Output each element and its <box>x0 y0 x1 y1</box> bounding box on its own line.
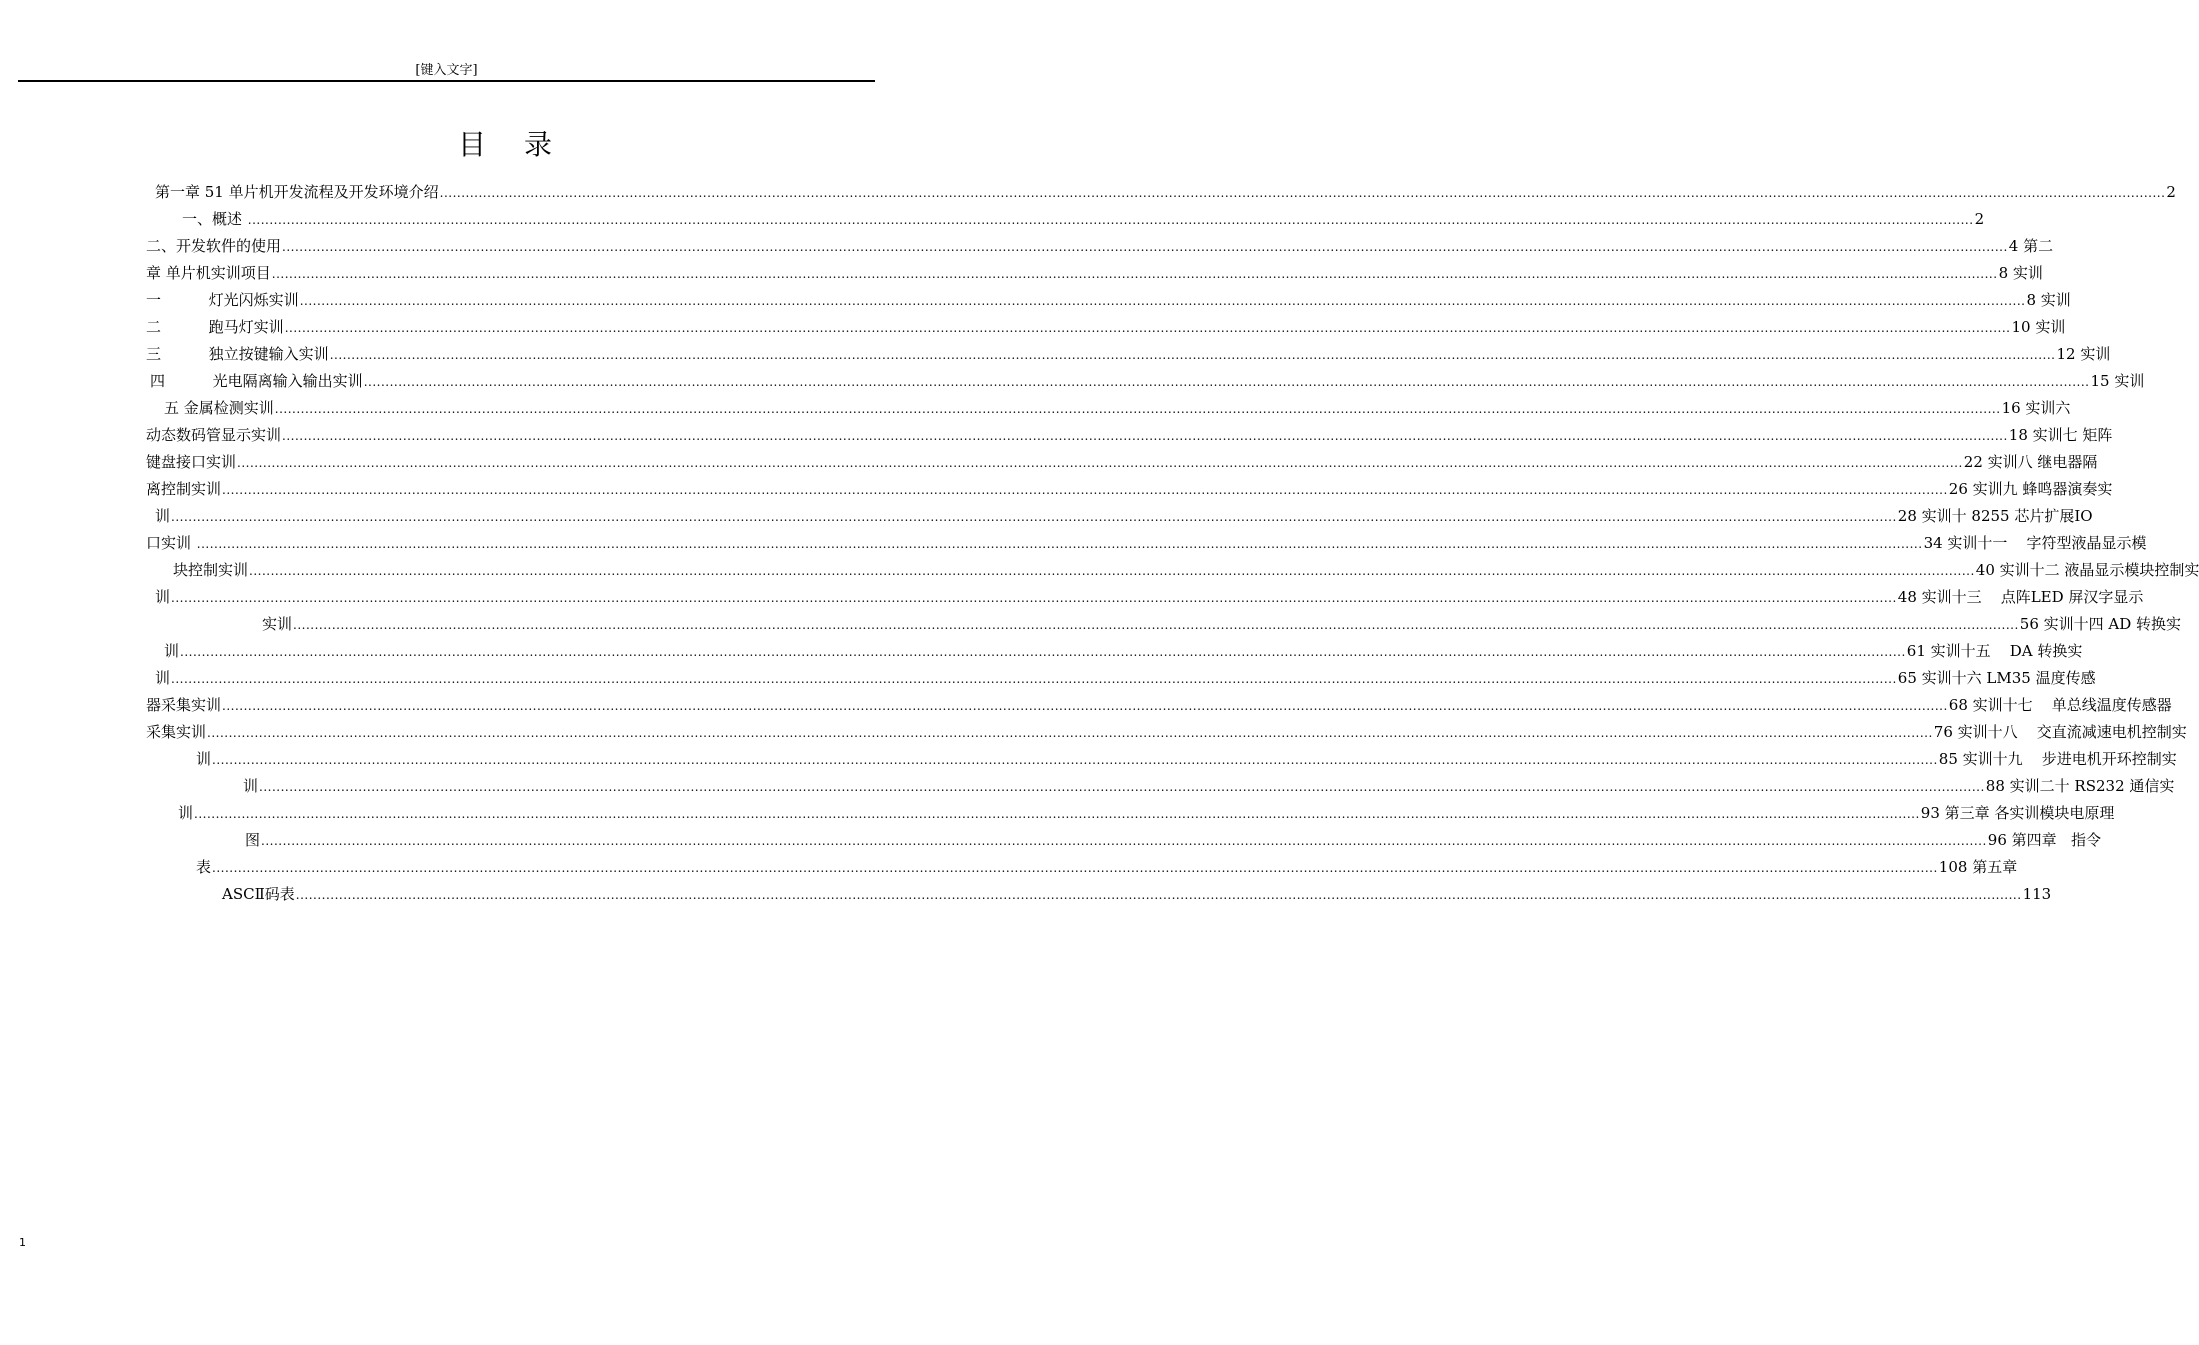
toc-entry[interactable] <box>164 390 2071 417</box>
toc-entry-text: 离控制实训 <box>146 480 222 498</box>
toc-entry-page: 56 实训十四 AD 转换实 <box>2019 615 2182 633</box>
toc-leader: ................................................................................................................................................................................................................................................................................................................................................................................................................ <box>299 294 2026 308</box>
toc-entry-page: 34 实训十一 字符型液晶显示模 <box>1923 534 2147 552</box>
toc-entry-page: 108 第五章 <box>1938 858 2018 876</box>
toc-entry[interactable] <box>155 660 2096 687</box>
toc-entry-page: 15 实训 <box>2090 372 2145 390</box>
toc-entry[interactable] <box>146 714 2187 741</box>
toc-entry[interactable] <box>146 471 2113 498</box>
toc-leader: ................................................................................................................................................................................................................................................................................................................................................................................................................ <box>329 348 2056 362</box>
toc-entry[interactable] <box>146 444 2098 471</box>
toc-entry-text: 训 <box>155 669 171 687</box>
toc-entry[interactable] <box>146 228 2054 255</box>
page-header-text: [键入文字] <box>415 63 478 78</box>
toc-leader: ................................................................................................................................................................................................................................................................................................................................................................................................................ <box>259 780 1985 794</box>
toc-entry-text: 章 单片机实训项目 <box>146 264 271 282</box>
toc-entry-page: 65 实训十六 LM35 温度传感 <box>1897 669 2096 687</box>
toc-entry-text: 一 灯光闪烁实训 <box>146 291 299 309</box>
toc-entry-page: 12 实训 <box>2056 345 2111 363</box>
toc-entry-text: 训 <box>155 507 171 525</box>
toc-entry-page: 2 <box>1974 210 1985 228</box>
toc-leader: ................................................................................................................................................................................................................................................................................................................................................................................................................ <box>196 537 1923 551</box>
toc-leader: ................................................................................................................................................................................................................................................................................................................................................................................................................ <box>194 807 1920 821</box>
toc-entry-text: 口实训 <box>146 534 196 552</box>
toc-entry[interactable] <box>146 309 2066 336</box>
toc-entry-page: 8 实训 <box>1998 264 2043 282</box>
toc-entry-text: 训 <box>155 588 171 606</box>
toc-entry-text: 二、开发软件的使用 <box>146 237 282 255</box>
toc-leader: ................................................................................................................................................................................................................................................................................................................................................................................................................ <box>212 753 1938 767</box>
toc-leader: ................................................................................................................................................................................................................................................................................................................................................................................................................ <box>171 591 1897 605</box>
toc-entry-text: 块控制实训 <box>173 561 249 579</box>
toc-entry[interactable] <box>196 741 2177 768</box>
toc-entry[interactable] <box>146 417 2113 444</box>
toc-entry[interactable] <box>146 336 2111 363</box>
toc-entry[interactable] <box>178 795 2115 822</box>
toc-entry-page: 76 实训十八 交直流减速电机控制实 <box>1933 723 2187 741</box>
toc-entry-text: 器采集实训 <box>146 696 222 714</box>
page-number: 1 <box>19 1236 26 1249</box>
toc-entry-text: 表 <box>196 858 212 876</box>
toc-leader: ................................................................................................................................................................................................................................................................................................................................................................................................................ <box>171 510 1897 524</box>
toc-entry[interactable] <box>243 768 2175 795</box>
toc-entry-page: 68 实训十七 单总线温度传感器 <box>1948 696 2172 714</box>
toc-entry-text: 动态数码管显示实训 <box>146 426 282 444</box>
toc-entry-text: 一、概述 <box>182 210 247 228</box>
toc-entry[interactable] <box>155 174 2176 201</box>
toc-entry-page: 88 实训二十 RS232 通信实 <box>1985 777 2175 795</box>
toc-entry-text: 训 <box>243 777 259 795</box>
toc-leader: ................................................................................................................................................................................................................................................................................................................................................................................................................ <box>247 213 1974 227</box>
toc-entry-page: 22 实训八 继电器隔 <box>1963 453 2098 471</box>
toc-leader: ................................................................................................................................................................................................................................................................................................................................................................................................................ <box>222 483 1948 497</box>
toc-entry[interactable] <box>150 363 2145 390</box>
toc-leader: ................................................................................................................................................................................................................................................................................................................................................................................................................ <box>180 645 1906 659</box>
toc-entry-text: 训 <box>164 642 180 660</box>
toc-entry-text: 二 跑马灯实训 <box>146 318 284 336</box>
toc-entry-text: 采集实训 <box>146 723 207 741</box>
toc-entry-page: 85 实训十九 步进电机开环控制实 <box>1938 750 2177 768</box>
toc-leader: ................................................................................................................................................................................................................................................................................................................................................................................................................ <box>282 429 2008 443</box>
toc-leader: ................................................................................................................................................................................................................................................................................................................................................................................................................ <box>293 618 2019 632</box>
toc-leader: ................................................................................................................................................................................................................................................................................................................................................................................................................ <box>284 321 2011 335</box>
toc-leader: ................................................................................................................................................................................................................................................................................................................................................................................................................ <box>363 375 2090 389</box>
toc-entry[interactable] <box>182 201 1985 228</box>
title-char-right: 录 <box>524 128 553 161</box>
toc-entry-page: 4 第二 <box>2008 237 2054 255</box>
toc-entry-text: 训 <box>178 804 194 822</box>
toc-leader: ................................................................................................................................................................................................................................................................................................................................................................................................................ <box>237 456 1963 470</box>
toc-entry-text: 图 <box>245 831 261 849</box>
toc-leader: ................................................................................................................................................................................................................................................................................................................................................................................................................ <box>295 888 2022 902</box>
toc-entry-page: 40 实训十二 液晶显示模块控制实 <box>1975 561 2199 579</box>
toc-entry-text: 五 金属检测实训 <box>164 399 274 417</box>
toc-entry-text: 实训 <box>262 615 293 633</box>
toc-entry-text: 四 光电隔离输入输出实训 <box>150 372 363 390</box>
toc-leader: ................................................................................................................................................................................................................................................................................................................................................................................................................ <box>207 726 1933 740</box>
page-title <box>0 128 1010 162</box>
toc-entry-page: 16 实训六 <box>2001 399 2071 417</box>
toc-entry-text: 键盘接口实训 <box>146 453 237 471</box>
toc-entry-page: 48 实训十三 点阵LED 屏汉字显示 <box>1897 588 2144 606</box>
toc-leader: ................................................................................................................................................................................................................................................................................................................................................................................................................ <box>274 402 2001 416</box>
toc-entry[interactable] <box>222 876 2052 903</box>
toc-entry-page: 96 第四章 指令 <box>1987 831 2101 849</box>
toc-leader: ................................................................................................................................................................................................................................................................................................................................................................................................................ <box>171 672 1897 686</box>
toc-entry-page: 28 实训十 8255 芯片扩展IO <box>1897 507 2093 525</box>
toc-leader: ................................................................................................................................................................................................................................................................................................................................................................................................................ <box>222 699 1948 713</box>
toc-entry-page: 2 <box>2166 183 2176 201</box>
toc-entry[interactable] <box>173 552 2199 579</box>
toc-leader: ................................................................................................................................................................................................................................................................................................................................................................................................................ <box>271 267 1998 281</box>
toc-entry-text: 第一章 51 单片机开发流程及开发环境介绍 <box>155 183 439 201</box>
toc-entry[interactable] <box>196 849 2018 876</box>
toc-leader: ................................................................................................................................................................................................................................................................................................................................................................................................................ <box>249 564 1975 578</box>
title-char-left: 目 <box>457 128 486 161</box>
toc-entry[interactable] <box>245 822 2101 849</box>
toc-entry-page: 8 实训 <box>2026 291 2071 309</box>
toc-leader: ................................................................................................................................................................................................................................................................................................................................................................................................................ <box>439 186 2166 200</box>
toc-entry-text: 训 <box>196 750 212 768</box>
toc-entry[interactable] <box>146 525 2147 552</box>
toc-entry-page: 61 实训十五 DA 转换实 <box>1906 642 2083 660</box>
toc-entry[interactable] <box>155 579 2144 606</box>
header-rule <box>18 80 875 82</box>
toc-entry[interactable] <box>155 498 2093 525</box>
toc-entry-page: 18 实训七 矩阵 <box>2008 426 2113 444</box>
toc-entry-page: 10 实训 <box>2011 318 2066 336</box>
toc-leader: ................................................................................................................................................................................................................................................................................................................................................................................................................ <box>261 834 1987 848</box>
toc-entry[interactable] <box>146 255 2043 282</box>
toc-entry[interactable] <box>146 282 2071 309</box>
toc-entry-page: 26 实训九 蜂鸣器演奏实 <box>1948 480 2113 498</box>
toc-entry-text: ASCⅡ码表 <box>222 885 295 903</box>
toc-entry[interactable] <box>262 606 2182 633</box>
toc-leader: ................................................................................................................................................................................................................................................................................................................................................................................................................ <box>212 861 1938 875</box>
toc-entry[interactable] <box>164 633 2083 660</box>
toc-leader: ................................................................................................................................................................................................................................................................................................................................................................................................................ <box>282 240 2008 254</box>
toc-entry-text: 三 独立按键输入实训 <box>146 345 329 363</box>
toc-entry-page: 113 <box>2022 885 2052 903</box>
toc-entry-page: 93 第三章 各实训模块电原理 <box>1920 804 2115 822</box>
toc-entry[interactable] <box>146 687 2172 714</box>
